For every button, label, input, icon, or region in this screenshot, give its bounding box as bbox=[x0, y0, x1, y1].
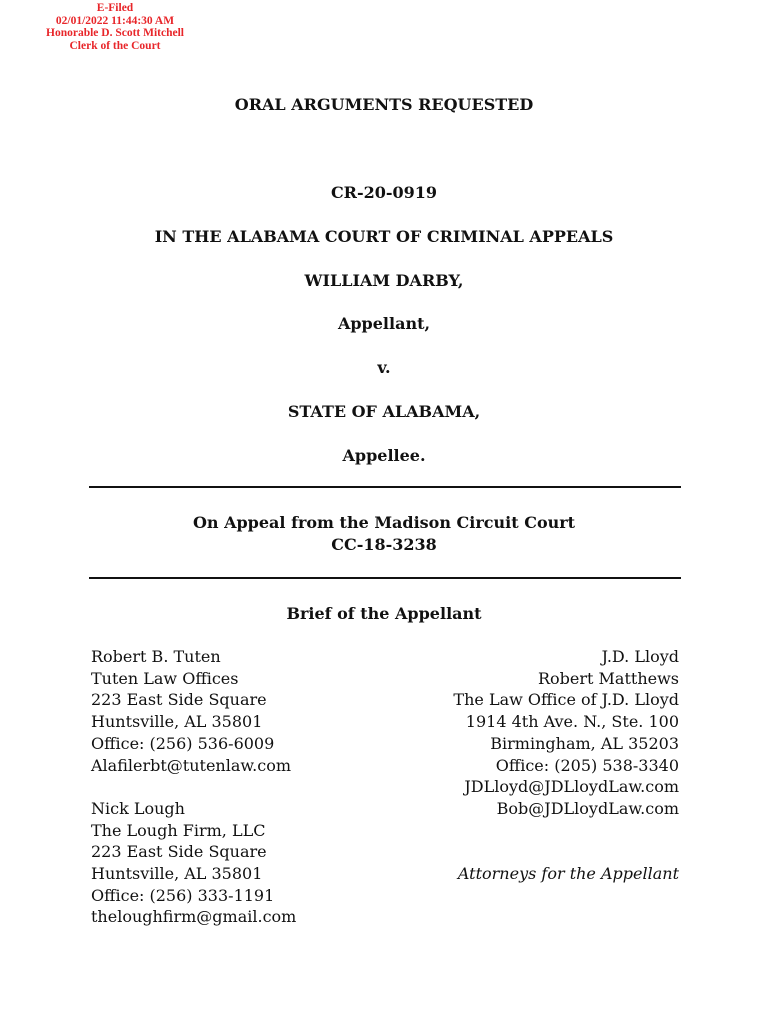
divider-bottom bbox=[89, 577, 681, 579]
appellant-role: Appellant, bbox=[337, 314, 431, 333]
counsel-line: theloughfirm@gmail.com bbox=[91, 907, 297, 927]
divider-top bbox=[89, 486, 681, 488]
stamp-line: 02/01/2022 11:44:30 AM bbox=[55, 14, 175, 27]
counsel-line: Tuten Law Offices bbox=[91, 668, 239, 688]
circuit-case-number: CC-18-3238 bbox=[331, 535, 437, 554]
counsel-line: Birmingham, AL 35203 bbox=[490, 733, 679, 753]
attorneys-for-appellant: Attorneys for the Appellant bbox=[457, 864, 679, 884]
right-counsel-block bbox=[453, 646, 679, 885]
oral-arguments-request: ORAL ARGUMENTS REQUESTED bbox=[234, 95, 534, 114]
counsel-line: Office: (256) 333-1191 bbox=[91, 885, 275, 905]
case-number: CR-20-0919 bbox=[330, 183, 438, 202]
stamp-line: E-Filed bbox=[96, 2, 134, 14]
counsel-line: JDLloyd@JDLloydLaw.com bbox=[464, 777, 679, 797]
counsel-spacer bbox=[453, 841, 679, 863]
versus: v. bbox=[377, 358, 391, 377]
appellant-name: WILLIAM DARBY, bbox=[304, 271, 464, 290]
counsel-line: The Lough Firm, LLC bbox=[91, 820, 266, 840]
counsel-line: Robert B. Tuten bbox=[91, 647, 221, 666]
appellee-role: Appellee. bbox=[342, 446, 426, 465]
counsel-line: J.D. Lloyd bbox=[601, 647, 679, 666]
counsel-spacer bbox=[453, 820, 679, 842]
stamp-line: Clerk of the Court bbox=[69, 39, 161, 52]
appellee-name: STATE OF ALABAMA, bbox=[287, 402, 481, 421]
counsel-line: Office: (256) 536-6009 bbox=[91, 733, 275, 753]
left-counsel-block bbox=[91, 646, 296, 928]
counsel-line: 223 East Side Square bbox=[91, 690, 267, 710]
stamp-line: Honorable D. Scott Mitchell bbox=[46, 27, 184, 39]
counsel-line: 223 East Side Square bbox=[91, 842, 267, 862]
counsel-line: Office: (205) 538-3340 bbox=[495, 755, 679, 775]
counsel-line: Huntsville, AL 35801 bbox=[91, 864, 263, 884]
counsel-line: Bob@JDLloydLaw.com bbox=[496, 798, 679, 818]
counsel-line: Robert Matthews bbox=[537, 668, 679, 688]
counsel-line: Nick Lough bbox=[91, 798, 185, 818]
brief-title: Brief of the Appellant bbox=[286, 604, 482, 623]
counsel-line: Huntsville, AL 35801 bbox=[91, 712, 263, 732]
counsel-spacer bbox=[91, 776, 296, 798]
counsel-line: Alafilerbt@tutenlaw.com bbox=[91, 755, 292, 775]
appeal-origin: On Appeal from the Madison Circuit Court bbox=[192, 513, 576, 532]
e-filed-stamp bbox=[20, 2, 210, 52]
counsel-line: The Law Office of J.D. Lloyd bbox=[453, 690, 679, 710]
counsel-line: 1914 4th Ave. N., Ste. 100 bbox=[465, 712, 679, 732]
court-name: IN THE ALABAMA COURT OF CRIMINAL APPEALS bbox=[154, 227, 614, 246]
